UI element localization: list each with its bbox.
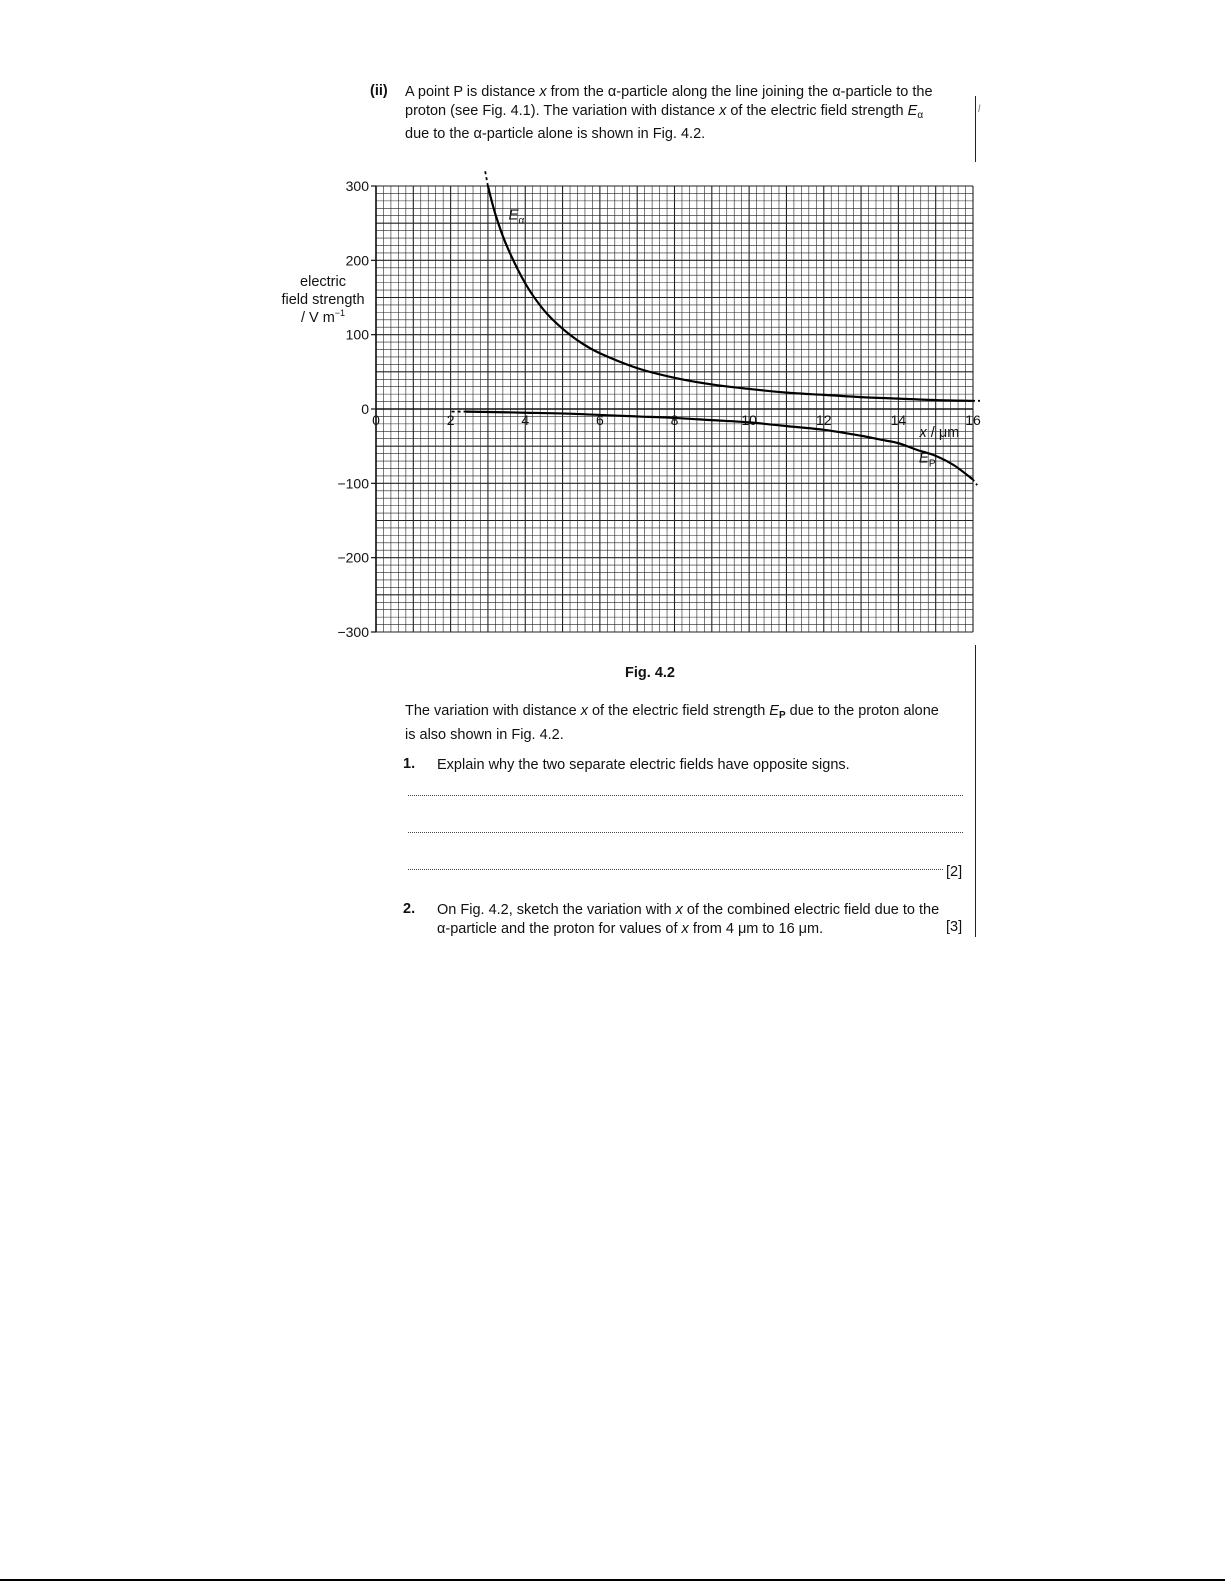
y-tick-label: 100 [345,326,369,343]
e-alpha-label: $E_\alpha$ [508,206,525,227]
x-tick-label: 6 [595,412,604,428]
figure-caption: Fig. 4.2 [625,665,675,681]
x-tick-label: 2 [446,412,455,428]
electric-field-chart [270,160,990,650]
intro-line-1: A point P is distance x from the α-particle along the line joining the α-particle to the [405,84,933,100]
y-tick-label: 0 [361,401,369,417]
answer-line-2[interactable] [408,832,963,833]
figure-description-line-2: is also shown in Fig. 4.2. [405,726,564,743]
question-1-number: 1. [403,756,416,772]
page-bottom-rule [0,1579,1225,1581]
intro-line-3: due to the α-particle alone is shown in Fig. 4.2. [405,126,706,142]
series-curve-e-alpha [488,186,973,401]
e-p-dashed-end [973,480,979,488]
x-tick-label: 8 [670,412,679,428]
question-2-line-1: On Fig. 4.2, sketch the variation with x of the combined electric field due to the [437,902,940,918]
x-tick-label: 14 [890,412,907,428]
answer-line-3[interactable] [408,869,943,870]
margin-rule-bottom [975,645,976,937]
answer-line-1[interactable] [408,795,963,796]
x-tick-label: 16 [965,412,981,428]
question-2-marks: [3] [946,919,963,935]
y-tick-label: 300 [345,178,369,194]
margin-mark: l [978,104,981,115]
question-2-number: 2. [403,901,416,917]
y-tick-label: 200 [345,252,369,269]
x-axis-label: x / μm [919,425,960,441]
x-tick-label: 0 [372,412,380,428]
chart-series [452,170,981,488]
figure-description [405,702,975,744]
x-tick-label: 10 [741,412,757,428]
intro-line-2: proton (see Fig. 4.1). The variation with distance x of the electric field strength $E_\alpha$ [405,102,924,121]
question-1-marks: [2] [946,864,963,880]
y-axis-label-line: electric [300,274,346,290]
y-tick-label: −300 [337,624,369,640]
question-2-line-2: α-particle and the proton for values of x from 4 μm to 16 μm. [437,920,824,937]
y-axis-label-unit: / V $m^{-1}$ [300,308,346,326]
x-tick-label: 12 [815,412,832,428]
y-tick-label: −200 [337,549,369,566]
question-1-text: Explain why the two separate electric fields have opposite signs. [437,757,850,773]
e-alpha-dashed-start [485,170,488,186]
y-tick-label: −100 [337,475,369,492]
margin-rule-top [975,96,976,162]
part-label: (ii) [370,83,388,99]
question-2-text [437,901,967,938]
figure-description-line-1: The variation with distance x of the electric field strength $E_P$ due to the proton alone [405,703,939,721]
x-tick-label: 4 [521,412,530,428]
y-axis-label-line: field strength [281,292,365,308]
question-intro [405,83,975,144]
e-p-label: $E_P$ [918,449,936,470]
